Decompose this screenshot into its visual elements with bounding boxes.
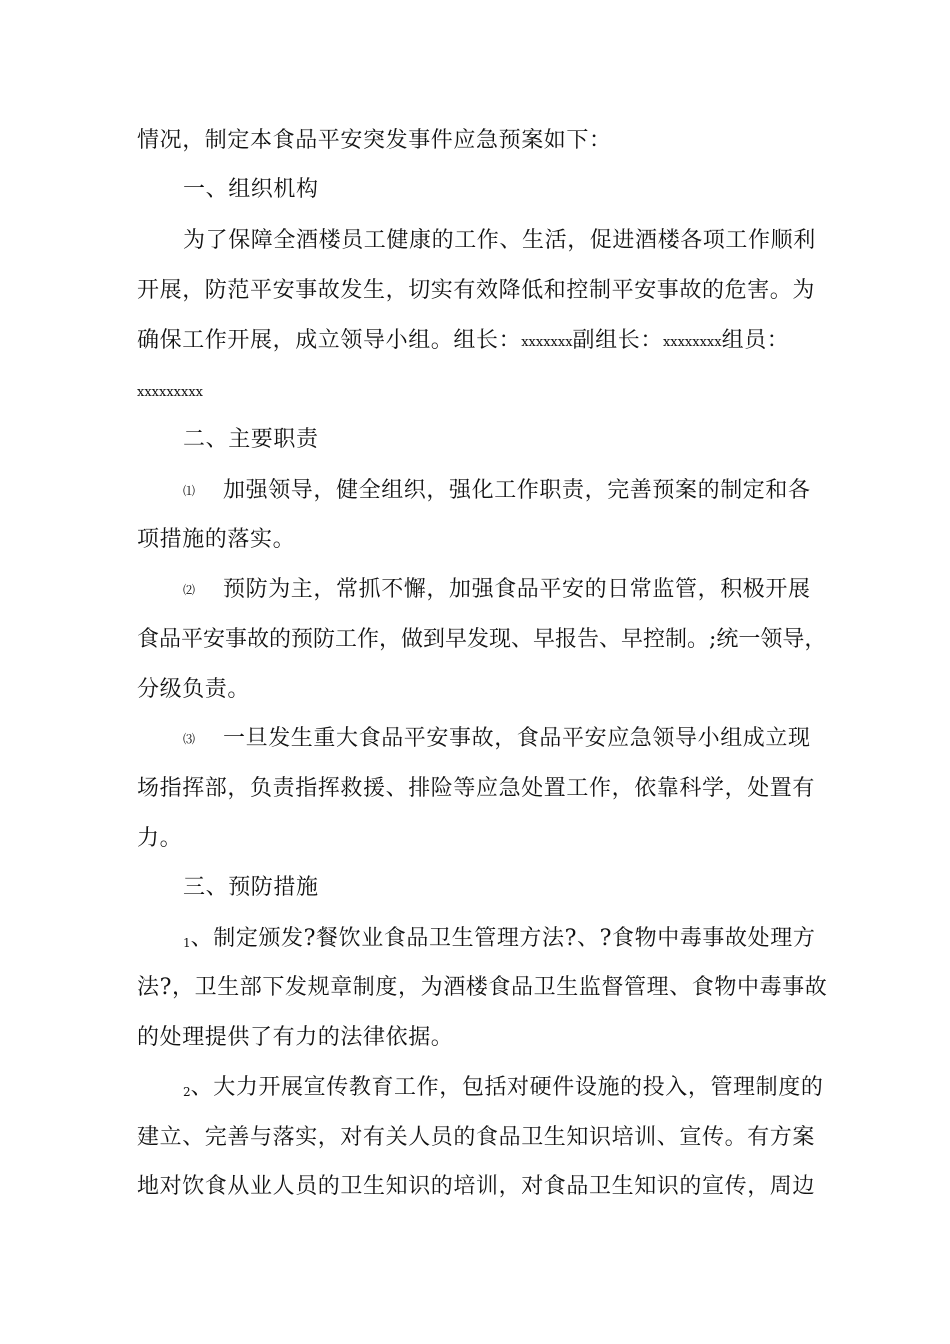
text-line — [137, 525, 295, 555]
text-line — [183, 226, 816, 256]
line-text: 预防为主，常抓不懈，加强食品平安的日常监管，积极开展 — [223, 577, 811, 602]
text-line — [137, 1123, 815, 1153]
text-line — [137, 973, 827, 1003]
text-line — [137, 376, 203, 408]
list-number: ⑴ — [183, 484, 196, 498]
list-item — [183, 1073, 823, 1107]
line-text: 副组长： — [572, 328, 663, 353]
section-heading — [183, 175, 319, 205]
line-text: 建立、完善与落实，对有关人员的食品卫生知识培训、宣传。有方案 — [137, 1125, 816, 1150]
text-line — [137, 1023, 453, 1053]
text-line — [137, 824, 182, 854]
text-line — [137, 276, 815, 306]
list-number: ⑶ — [183, 732, 196, 746]
list-item — [183, 476, 811, 506]
list-item — [183, 724, 811, 754]
heading-text: 一、组织机构 — [183, 177, 319, 202]
section-heading — [183, 873, 319, 903]
text-line — [137, 326, 789, 358]
line-text: 法?，卫生部下发规章制度，为酒楼食品卫生监督管理、食物中毒事故 — [137, 975, 828, 1000]
line-text: 开展，防范平安事故发生，切实有效降低和控制平安事故的危害。为 — [137, 278, 816, 303]
line-text: 分级负责。 — [137, 677, 251, 702]
line-text: 场指挥部，负责指挥救援、排险等应急处置工作，依靠科学，处置有 — [137, 776, 816, 801]
list-number: 2 — [183, 1085, 191, 1099]
heading-text: 二、主要职责 — [183, 427, 319, 452]
heading-text: 三、预防措施 — [183, 875, 319, 900]
text-line — [137, 675, 250, 705]
line-text: 食品平安事故的预防工作，做到早发现、早报告、早控制。;统一领导， — [137, 627, 827, 652]
section-heading — [183, 425, 319, 455]
list-number: ⑵ — [183, 583, 196, 597]
line-text: 的处理提供了有力的法律依据。 — [137, 1025, 454, 1050]
line-text: 、大力开展宣传教育工作，包括对硬件设施的投入，管理制度的 — [190, 1075, 824, 1100]
text-line — [137, 625, 826, 655]
list-item — [183, 924, 815, 958]
line-text: 组员： — [721, 328, 790, 353]
line-text: 确保工作开展，成立领导小组。组长： — [137, 328, 522, 353]
line-text: 地对饮食从业人员的卫生知识的培训，对食品卫生知识的宣传，周边 — [137, 1174, 816, 1199]
text-line — [137, 774, 815, 804]
text-line — [137, 1172, 815, 1202]
list-item — [183, 575, 811, 605]
line-text: 为了保障全酒楼员工健康的工作、生活，促进酒楼各项工作顺利 — [183, 228, 816, 253]
text-line — [137, 126, 612, 156]
placeholder-name: xxxxxxxx — [662, 335, 722, 350]
placeholder-name: xxxxxxxxx — [137, 385, 203, 400]
line-text: 项措施的落实。 — [137, 527, 296, 552]
line-text: 、制定颁发?餐饮业食品卫生管理方法?、?食物中毒事故处理方 — [190, 926, 816, 951]
line-text: 情况，制定本食品平安突发事件应急预案如下： — [137, 128, 612, 153]
line-text: 一旦发生重大食品平安事故，食品平安应急领导小组成立现 — [223, 726, 811, 751]
list-number: 1 — [183, 936, 191, 950]
line-text: 力。 — [137, 826, 183, 851]
placeholder-name: xxxxxxx — [521, 335, 573, 350]
line-text: 加强领导，健全组织，强化工作职责，完善预案的制定和各 — [223, 478, 811, 503]
